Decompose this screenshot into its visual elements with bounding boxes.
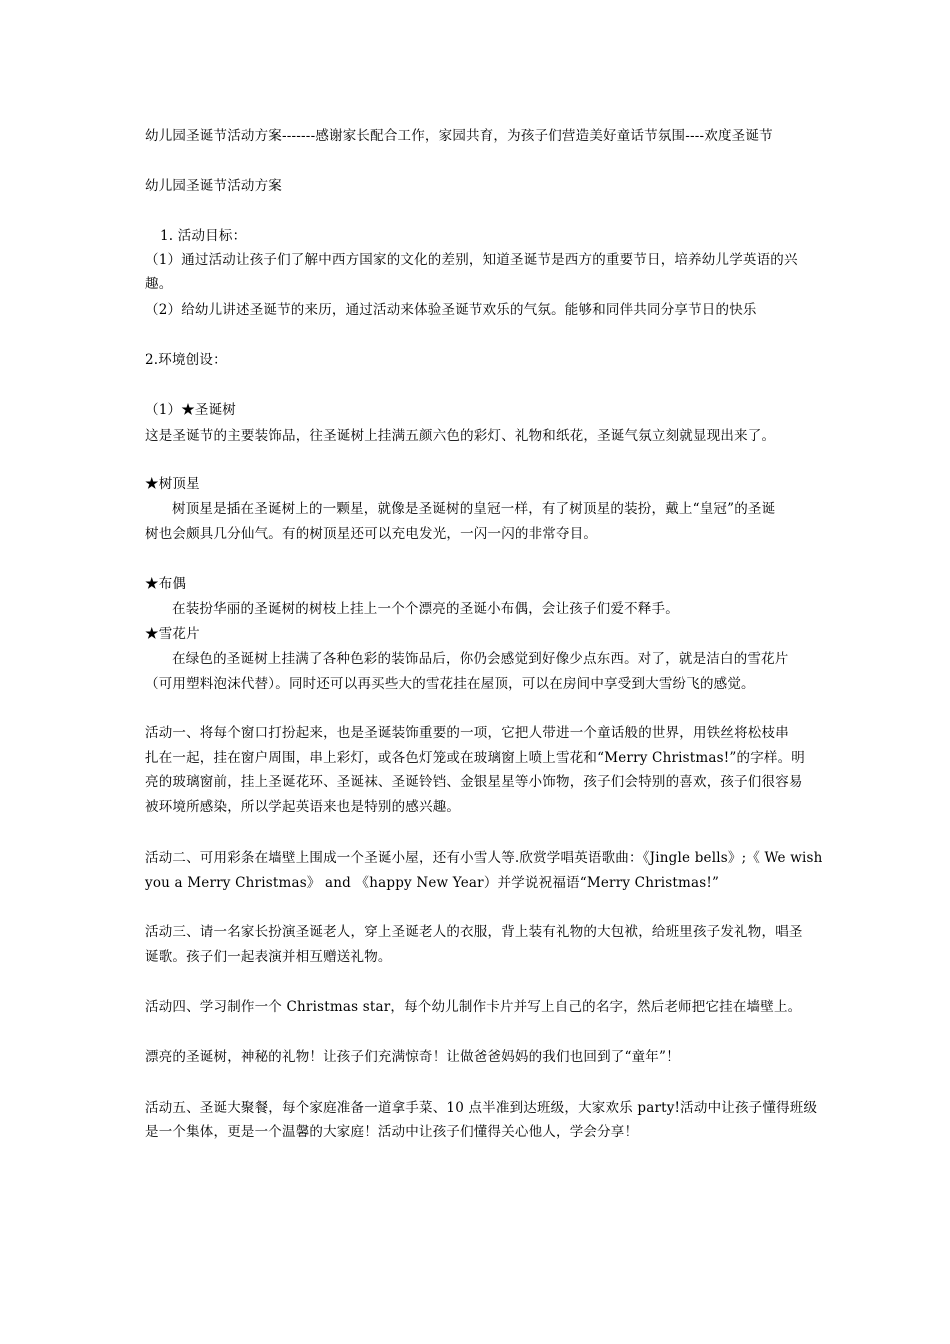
activity-1-line-4: 被环境所感染，所以学起英语来也是特别的感兴趣。 xyxy=(145,799,461,815)
activity-3-line-2: 诞歌。孩子们一起表演并相互赠送礼物。 xyxy=(145,949,392,965)
activity-1-line-2: 扎在一起，挂在窗户周围，串上彩灯，或各色灯笼或在玻璃窗上喷上雪花和“Merry Christmas!”的字样。明 xyxy=(145,750,805,766)
closing-line: 漂亮的圣诞树，神秘的礼物！让孩子们充满惊奇！让做爸爸妈妈的我们也回到了“童年”！ xyxy=(145,1049,680,1065)
doll-text: 在装扮华丽的圣诞树的树枝上挂上一个个漂亮的圣诞小布偶，会让孩子们爱不释手。 xyxy=(172,601,679,617)
star-text-line-1: 树顶星是插在圣诞树上的一颗星，就像是圣诞树的皇冠一样，有了树顶星的装扮，戴上“皇冠”的圣诞 xyxy=(172,501,776,517)
goal-1-line-2: 趣。 xyxy=(145,276,173,292)
doll-heading: ★布偶 xyxy=(145,576,187,592)
activity-1-line-1: 活动一、将每个窗口打扮起来，也是圣诞装饰重要的一项，它把人带进一个童话般的世界，用铁丝将松枝串 xyxy=(145,725,789,741)
activity-5-line-2: 是一个集体，更是一个温馨的大家庭！活动中让孩子们懂得关心他人，学会分享！ xyxy=(145,1124,639,1140)
env-heading: 2.环境创设： xyxy=(145,352,227,368)
snow-heading: ★雪花片 xyxy=(145,626,200,642)
activity-1-line-3: 亮的玻璃窗前，挂上圣诞花环、圣诞袜、圣诞铃铛、金银星星等小饰物，孩子们会特别的喜欢，孩子们很容易 xyxy=(145,774,803,790)
star-text-line-2: 树也会颇具几分仙气。有的树顶星还可以充电发光，一闪一闪的非常夺目。 xyxy=(145,526,598,542)
goal-heading: 1. 活动目标： xyxy=(160,228,247,244)
goal-1-line-1: （1）通过活动让孩子们了解中西方国家的文化的差别，知道圣诞节是西方的重要节日，培养幼儿学英语的兴 xyxy=(145,252,798,268)
activity-2-line-1: 活动二、可用彩条在墙壁上围成一个圣诞小屋，还有小雪人等.欣赏学唱英语歌曲：《Jingle bells》;《 We wish xyxy=(145,850,823,866)
activity-3-line-1: 活动三、请一名家长扮演圣诞老人，穿上圣诞老人的衣服，背上装有礼物的大包袱，给班里孩子发礼物，唱圣 xyxy=(145,924,803,940)
activity-5-line-1: 活动五、圣诞大聚餐，每个家庭准备一道拿手菜、10 点半准到达班级，大家欢乐 party!活动中让孩子懂得班级 xyxy=(145,1100,818,1116)
goal-2: （2）给幼儿讲述圣诞节的来历，通过活动来体验圣诞节欢乐的气氛。能够和同伴共同分享节日的快乐 xyxy=(145,302,757,318)
subtitle: 幼儿园圣诞节活动方案 xyxy=(145,178,282,194)
snow-text-line-1: 在绿色的圣诞树上挂满了各种色彩的装饰品后，你仍会感觉到好像少点东西。对了，就是洁白的雪花片 xyxy=(172,651,789,667)
snow-text-line-2: （可用塑料泡沫代替）。同时还可以再买些大的雪花挂在屋顶，可以在房间中享受到大雪纷飞的感觉。 xyxy=(145,676,755,692)
tree-heading: （1）★圣诞树 xyxy=(145,402,236,418)
activity-2-line-2: you a Merry Christmas》 and 《happy New Year）并学说祝福语“Merry Christmas!” xyxy=(145,875,720,891)
star-heading: ★树顶星 xyxy=(145,476,200,492)
activity-4: 活动四、学习制作一个 Christmas star，每个幼儿制作卡片并写上自己的名字，然后老师把它挂在墙壁上。 xyxy=(145,999,802,1015)
tree-text: 这是圣诞节的主要装饰品，往圣诞树上挂满五颜六色的彩灯、礼物和纸花，圣诞气氛立刻就显现出来了。 xyxy=(145,428,776,444)
title-line: 幼儿园圣诞节活动方案-------感谢家长配合工作，家园共育，为孩子们营造美好童话节氛围----欢度圣诞节 xyxy=(145,128,773,144)
